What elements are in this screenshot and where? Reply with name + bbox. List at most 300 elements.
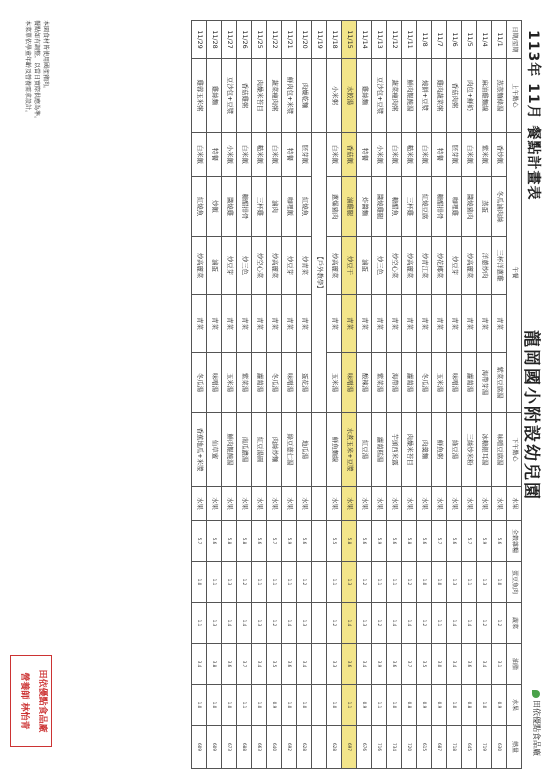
table-cell: 1.1 xyxy=(372,562,387,603)
table-cell: 白米飯 xyxy=(267,133,282,177)
table-cell: 青菜 xyxy=(402,295,417,353)
table-cell: 11/6 xyxy=(447,21,462,59)
table-cell: 11/4 xyxy=(477,21,492,59)
table-cell: 紅豆湯 xyxy=(357,413,372,487)
table-cell: 615 xyxy=(417,726,432,769)
table-row xyxy=(372,21,387,769)
table-cell: 小米飯 xyxy=(372,133,387,177)
table-cell: 白米飯 xyxy=(237,133,252,177)
col-nut: 水果 xyxy=(507,685,522,726)
table-cell: 水果 xyxy=(462,487,477,521)
table-cell: 5.5 xyxy=(327,521,342,562)
table-cell: 蘿蔔糕湯 xyxy=(372,413,387,487)
table-cell: 1.0 xyxy=(207,685,222,726)
table-cell: 1.1 xyxy=(252,562,267,603)
table-cell: 炒飯 xyxy=(207,177,222,237)
school-name: 龍岡國小附設幼兒園 xyxy=(521,330,541,501)
table-cell: 鮮魚麵線 xyxy=(327,413,342,487)
table-cell: 白米飯 xyxy=(327,133,342,177)
table-cell: 醬燒豬肉 xyxy=(462,177,477,237)
table-cell: 1.1 xyxy=(387,562,402,603)
table-cell: 1.3 xyxy=(207,603,222,644)
table-cell: 11/15 xyxy=(342,21,357,59)
table-cell: 味噌湯 xyxy=(282,353,297,413)
table-cell: 香菇肉粥 xyxy=(447,59,462,133)
table-cell: 1.1 xyxy=(342,685,357,726)
table-cell: 0.9 xyxy=(492,685,507,726)
table-cell: 豆沙包+豆漿 xyxy=(222,59,237,133)
table-row xyxy=(192,21,207,769)
table-cell: 豆沙包+豆漿 xyxy=(372,59,387,133)
table-cell: 三杯雞 xyxy=(252,177,267,237)
table-cell: 芋頭西米露 xyxy=(387,413,402,487)
table-cell: 特餐 xyxy=(432,133,447,177)
table-cell: 688 xyxy=(237,726,252,769)
table-cell: 【戶外教學】 xyxy=(312,133,327,413)
table-cell: 三杯洋蔥雞 xyxy=(492,237,507,295)
table-cell: 3.9 xyxy=(372,644,387,685)
table-cell xyxy=(312,726,327,769)
table-cell: 1.2 xyxy=(417,603,432,644)
table-cell: 炒青江菜 xyxy=(417,237,432,295)
table-cell: 水果 xyxy=(222,487,237,521)
table-cell: 1.4 xyxy=(342,603,357,644)
table-cell: 特餐 xyxy=(282,133,297,177)
table-cell: 1.3 xyxy=(342,562,357,603)
table-cell: 734 xyxy=(387,726,402,769)
table-cell: 1.2 xyxy=(327,603,342,644)
table-cell: 胚芽飯 xyxy=(297,133,312,177)
table-cell: 地瓜湯 xyxy=(297,413,312,487)
table-cell: 1.0 xyxy=(447,685,462,726)
table-cell: 1.1 xyxy=(237,685,252,726)
table-cell: 青菜 xyxy=(267,295,282,353)
table-cell: 1.1 xyxy=(282,562,297,603)
table-cell: 醬燒雞腿 xyxy=(372,177,387,237)
table-cell: 5.8 xyxy=(342,521,357,562)
table-cell: 11/18 xyxy=(327,21,342,59)
table-row xyxy=(492,21,507,769)
table-cell: 645 xyxy=(462,726,477,769)
table-cell: 5.9 xyxy=(477,521,492,562)
table-cell: 綠豆湯 xyxy=(447,413,462,487)
table-cell: 綠豆薏仁湯 xyxy=(282,413,297,487)
col-nut: 油脂 xyxy=(507,644,522,685)
table-cell: 青菜 xyxy=(222,295,237,353)
table-cell: 687 xyxy=(432,726,447,769)
table-cell: 3.5 xyxy=(267,644,282,685)
table-cell: 5.8 xyxy=(237,521,252,562)
table-cell: 1.1 xyxy=(432,603,447,644)
table-cell: 11/14 xyxy=(357,21,372,59)
table-cell: 5.7 xyxy=(192,521,207,562)
table-row xyxy=(342,21,357,769)
table-cell: 特餐 xyxy=(357,133,372,177)
table-cell: 水果 xyxy=(267,487,282,521)
table-cell: 水果 xyxy=(372,487,387,521)
table-cell: 蘿蔔湯 xyxy=(252,353,267,413)
table-cell xyxy=(312,521,327,562)
table-cell: 青菜 xyxy=(297,295,312,353)
table-cell: 3.6 xyxy=(222,644,237,685)
table-cell: 青菜 xyxy=(252,295,267,353)
col-fruit: 水果 xyxy=(507,487,522,521)
table-cell: 3.4 xyxy=(477,644,492,685)
table-cell: 肉絲炒麵 xyxy=(267,413,282,487)
table-cell xyxy=(312,603,327,644)
table-cell: 炒花椰菜 xyxy=(432,237,447,295)
table-cell: 青菜 xyxy=(327,295,342,353)
table-cell: 5.6 xyxy=(447,521,462,562)
table-cell: 5.9 xyxy=(372,521,387,562)
table-cell: 青菜 xyxy=(237,295,252,353)
table-cell: 冬瓜湯 xyxy=(417,353,432,413)
table-cell: 鮮肉餛飩湯 xyxy=(222,413,237,487)
table-cell: 蒸蒸麵條湯 xyxy=(492,59,507,133)
table-row xyxy=(207,21,222,769)
table-cell: 肉燥米苔目 xyxy=(252,59,267,133)
table-cell: 玉米湯 xyxy=(327,353,342,413)
table-cell: 0.9 xyxy=(357,685,372,726)
table-cell: 5.6 xyxy=(492,521,507,562)
col-nut: 全穀雜糧 xyxy=(507,521,522,562)
table-cell: 青菜 xyxy=(357,295,372,353)
table-cell: 炒豆芽 xyxy=(222,237,237,295)
table-cell: 炒高麗菜 xyxy=(462,237,477,295)
table-cell: 1.1 xyxy=(192,603,207,644)
table-cell: 冬瓜湯 xyxy=(267,353,282,413)
table-cell: 肉燥米苔目 xyxy=(402,413,417,487)
table-cell: 1.2 xyxy=(402,562,417,603)
table-cell: 1.2 xyxy=(492,603,507,644)
table-cell: 炒青菜 xyxy=(297,237,312,295)
table-cell: 5.7 xyxy=(432,521,447,562)
table-cell: 青菜 xyxy=(372,295,387,353)
table-cell xyxy=(312,413,327,487)
table-cell: 11/27 xyxy=(222,21,237,59)
table-cell: 糖醋排骨 xyxy=(432,177,447,237)
table-cell: 628 xyxy=(327,726,342,769)
table-cell: 1.3 xyxy=(357,603,372,644)
table-row xyxy=(327,21,342,769)
table-cell: 青菜 xyxy=(447,295,462,353)
table-row xyxy=(297,21,312,769)
table-cell: 水果 xyxy=(417,487,432,521)
table-cell: 燒餅+豆漿 xyxy=(417,59,432,133)
table-cell: 炒豆芽 xyxy=(447,237,462,295)
table-cell: 三杯雞 xyxy=(402,177,417,237)
col-am: 上午點心 xyxy=(507,59,522,133)
table-cell: 3.4 xyxy=(447,644,462,685)
notes xyxy=(23,20,50,122)
table-cell: 紅豆湯圓 xyxy=(252,413,267,487)
table-cell: 醬燒雞 xyxy=(222,177,237,237)
table-cell: 1.3 xyxy=(447,562,462,603)
table-cell: 1.0 xyxy=(327,685,342,726)
table-cell: 滷雞腿 xyxy=(342,177,357,237)
table-cell: 11/19 xyxy=(312,21,327,59)
table-cell: 3.6 xyxy=(342,644,357,685)
col-date: 日期/星期 xyxy=(507,21,522,59)
table-cell: 0.9 xyxy=(432,685,447,726)
table-cell: 水果 xyxy=(192,487,207,521)
table-cell: 白米飯 xyxy=(387,133,402,177)
note: 餐點如有調整，以當日實際供應為準。 xyxy=(33,20,40,123)
col-nut: 蛋豆魚肉 xyxy=(507,562,522,603)
table-cell: 肉包+鮮奶 xyxy=(462,59,477,133)
table-cell: 青菜 xyxy=(417,295,432,353)
table-cell: 味噌湯 xyxy=(207,353,222,413)
table-cell: 11/13 xyxy=(372,21,387,59)
col-lunch: 午餐 xyxy=(507,133,522,413)
table-cell: 鮮肉餛飩湯 xyxy=(402,59,417,133)
table-cell: 1.1 xyxy=(372,685,387,726)
table-row xyxy=(447,21,462,769)
table-cell: 香蕉地瓜+米漿 xyxy=(192,413,207,487)
table-cell: 麻油雞麵線 xyxy=(477,59,492,133)
table-cell: 紫米飯 xyxy=(477,133,492,177)
table-cell: 5.9 xyxy=(282,521,297,562)
table-cell: 水果 xyxy=(207,487,222,521)
table-cell: 630 xyxy=(492,726,507,769)
table-cell: 11/25 xyxy=(252,21,267,59)
table-cell: 3.4 xyxy=(252,644,267,685)
stamp-line: 營養師 林怡青 xyxy=(19,672,29,730)
table-cell: 炒高麗菜 xyxy=(327,237,342,295)
table-cell: 香炒飯 xyxy=(492,133,507,177)
table-cell: 炒豆干 xyxy=(342,237,357,295)
table-cell: 洋蔥炒肉 xyxy=(477,237,492,295)
table-cell: 1.0 xyxy=(492,562,507,603)
table-cell xyxy=(312,685,327,726)
table-cell: 特餐 xyxy=(207,133,222,177)
table-cell: 三絲炒米粉 xyxy=(462,413,477,487)
page-title: 113年 11月 餐點計畫表 xyxy=(525,30,541,201)
table-cell: 白米飯 xyxy=(462,133,477,177)
table-cell: 紅燒豆腐 xyxy=(417,177,432,237)
table-row xyxy=(222,21,237,769)
table-cell: 鮮魚粥 xyxy=(432,413,447,487)
table-cell: 3.7 xyxy=(237,644,252,685)
table-cell: 青菜 xyxy=(282,295,297,353)
table-cell: 1.2 xyxy=(372,603,387,644)
note: 本園食材皆使用國產豬肉。 xyxy=(42,20,49,93)
table-cell: 673 xyxy=(222,726,237,769)
table-cell: 青菜 xyxy=(207,295,222,353)
table-cell: 冬瓜滷肉絲 xyxy=(492,177,507,237)
table-cell: 味噌豆腐湯 xyxy=(492,413,507,487)
table-cell: 1.4 xyxy=(282,603,297,644)
table-cell: 糖醋魚 xyxy=(387,177,402,237)
table-cell: 玉米湯 xyxy=(222,353,237,413)
table-cell: 5.8 xyxy=(402,521,417,562)
table-cell: 1.3 xyxy=(477,562,492,603)
table-cell: 咖哩雞 xyxy=(447,177,462,237)
table-cell: 糖醋排骨 xyxy=(237,177,252,237)
table-cell: 1.0 xyxy=(432,562,447,603)
table-cell: 肉燥乾麵 xyxy=(297,59,312,133)
table-cell: 3.8 xyxy=(207,644,222,685)
table-cell: 697 xyxy=(342,726,357,769)
table-cell: 1.1 xyxy=(267,562,282,603)
table-cell: 炒高麗菜 xyxy=(267,237,282,295)
menu-table xyxy=(191,20,522,769)
table-cell: 3.4 xyxy=(357,644,372,685)
table-cell: 692 xyxy=(282,726,297,769)
table-row xyxy=(282,21,297,769)
table-cell: 香菇飯 xyxy=(342,133,357,177)
table-cell: 1.4 xyxy=(237,603,252,644)
table-cell: 640 xyxy=(267,726,282,769)
table-cell: 716 xyxy=(372,726,387,769)
table-cell: 紫菜豆腐湯 xyxy=(492,353,507,413)
table-cell: 南瓜濃湯 xyxy=(237,413,252,487)
table-cell: 11/26 xyxy=(237,21,252,59)
table-cell: 雞肉蔬菜粥 xyxy=(432,59,447,133)
table-cell: 3.6 xyxy=(387,644,402,685)
table-cell: 663 xyxy=(252,726,267,769)
table-cell: 0.9 xyxy=(417,685,432,726)
brand xyxy=(531,690,542,756)
table-cell: 雞蓉玉米粥 xyxy=(192,59,207,133)
table-row xyxy=(312,21,327,769)
clover-icon xyxy=(533,690,541,698)
table-cell: 雞絲麵 xyxy=(207,59,222,133)
col-pm: 下午點心 xyxy=(507,413,522,487)
table-cell: 鮮肉包+米漿 xyxy=(282,59,297,133)
table-cell: 0.8 xyxy=(462,685,477,726)
table-row xyxy=(237,21,252,769)
table-cell xyxy=(312,562,327,603)
table-cell: 胚芽飯 xyxy=(447,133,462,177)
table-cell: 11/1 xyxy=(492,21,507,59)
table-cell: 紫菜湯 xyxy=(237,353,252,413)
header-row xyxy=(507,21,522,769)
table-cell: 1.0 xyxy=(282,685,297,726)
table-cell: 炒豆芽 xyxy=(282,237,297,295)
table-row xyxy=(387,21,402,769)
table-cell: 1.1 xyxy=(207,562,222,603)
table-cell: 炒高麗菜 xyxy=(192,237,207,295)
table-cell: 水果 xyxy=(477,487,492,521)
table-cell: 1.4 xyxy=(462,603,477,644)
table-cell: 玉米湯 xyxy=(432,353,447,413)
table-cell: 水果 xyxy=(387,487,402,521)
table-cell: 炒空心菜 xyxy=(252,237,267,295)
note: 本菜單依學童年齡及營養需求設計。 xyxy=(24,20,31,117)
table-cell: 3.1 xyxy=(492,644,507,685)
table-cell: 糙米飯 xyxy=(402,133,417,177)
table-cell: 冰糖銀耳湯 xyxy=(477,413,492,487)
table-cell: 海帶芽湯 xyxy=(477,353,492,413)
table-cell: 11/21 xyxy=(282,21,297,59)
table-cell: 5.6 xyxy=(387,521,402,562)
table-cell: 5.7 xyxy=(267,521,282,562)
table-cell: 小米飯 xyxy=(222,133,237,177)
table-cell: 冬瓜湯 xyxy=(192,353,207,413)
table-cell: 水果 xyxy=(447,487,462,521)
table-cell: 628 xyxy=(297,726,312,769)
table-cell: 3.6 xyxy=(282,644,297,685)
table-cell: 海帶湯 xyxy=(387,353,402,413)
table-cell: 味噌湯 xyxy=(447,353,462,413)
table-cell: 炒三色 xyxy=(372,237,387,295)
table-row xyxy=(357,21,372,769)
table-cell: 1.0 xyxy=(192,685,207,726)
table-cell: 0.8 xyxy=(402,685,417,726)
table-cell: 5.6 xyxy=(252,521,267,562)
table-cell: 5.6 xyxy=(357,521,372,562)
table-cell: 11/12 xyxy=(387,21,402,59)
table-cell: 609 xyxy=(192,726,207,769)
table-cell: 滷蛋 xyxy=(357,237,372,295)
table-cell: 3.3 xyxy=(327,644,342,685)
table-cell: 11/22 xyxy=(267,21,282,59)
table-cell: 1.0 xyxy=(477,685,492,726)
table-cell: 11/7 xyxy=(432,21,447,59)
table-cell xyxy=(312,487,327,521)
table-row xyxy=(402,21,417,769)
table-cell: 水果 xyxy=(327,487,342,521)
table-cell: 11/28 xyxy=(207,21,222,59)
dietitian-stamp xyxy=(10,655,52,747)
table-cell: 1.2 xyxy=(267,603,282,644)
table-cell: 紫菜湯 xyxy=(372,353,387,413)
table-cell: 炸醬麵 xyxy=(357,177,372,237)
table-cell: 水果 xyxy=(237,487,252,521)
table-cell: 609 xyxy=(207,726,222,769)
brand-label: 田依優點食品廠 xyxy=(532,700,541,756)
table-cell: 蔬菜瘦肉粥 xyxy=(267,59,282,133)
col-nut: 蔬菜 xyxy=(507,603,522,644)
table-cell: 3.4 xyxy=(297,644,312,685)
table-cell: 1.1 xyxy=(327,562,342,603)
table-cell: 蒸蛋 xyxy=(477,177,492,237)
col-nut: 熱量 xyxy=(507,726,522,769)
table-row xyxy=(417,21,432,769)
table-cell xyxy=(312,59,327,133)
table-cell: 紅燒魚 xyxy=(297,177,312,237)
table-cell: 紅燒魚 xyxy=(192,177,207,237)
table-cell: 炒三色 xyxy=(237,237,252,295)
table-cell: 1.4 xyxy=(447,603,462,644)
table-cell: 水果 xyxy=(357,487,372,521)
table-cell: 1.3 xyxy=(252,603,267,644)
table-cell: 水餃湯 xyxy=(342,59,357,133)
stamp-line: 田依優點食品廠 xyxy=(37,669,47,733)
table-cell: 青菜 xyxy=(342,295,357,353)
table-cell: 1.3 xyxy=(222,562,237,603)
table-cell: 滷肉 xyxy=(267,177,282,237)
table-cell: 青菜 xyxy=(432,295,447,353)
table-cell: 720 xyxy=(402,726,417,769)
table-cell: 3.5 xyxy=(417,644,432,685)
table-cell: 1.0 xyxy=(297,685,312,726)
table-cell: 5.7 xyxy=(462,521,477,562)
table-cell: 水果 xyxy=(402,487,417,521)
table-row xyxy=(432,21,447,769)
table-cell: 1.0 xyxy=(192,562,207,603)
table-cell: 1.0 xyxy=(252,685,267,726)
table-cell: 676 xyxy=(357,726,372,769)
table-cell: 5.8 xyxy=(222,521,237,562)
table-cell: 蛋花湯 xyxy=(297,353,312,413)
table-row xyxy=(267,21,282,769)
table-cell: 11/20 xyxy=(297,21,312,59)
table-cell: 白米飯 xyxy=(192,133,207,177)
table-cell: 11/29 xyxy=(192,21,207,59)
table-cell: 水果 xyxy=(252,487,267,521)
